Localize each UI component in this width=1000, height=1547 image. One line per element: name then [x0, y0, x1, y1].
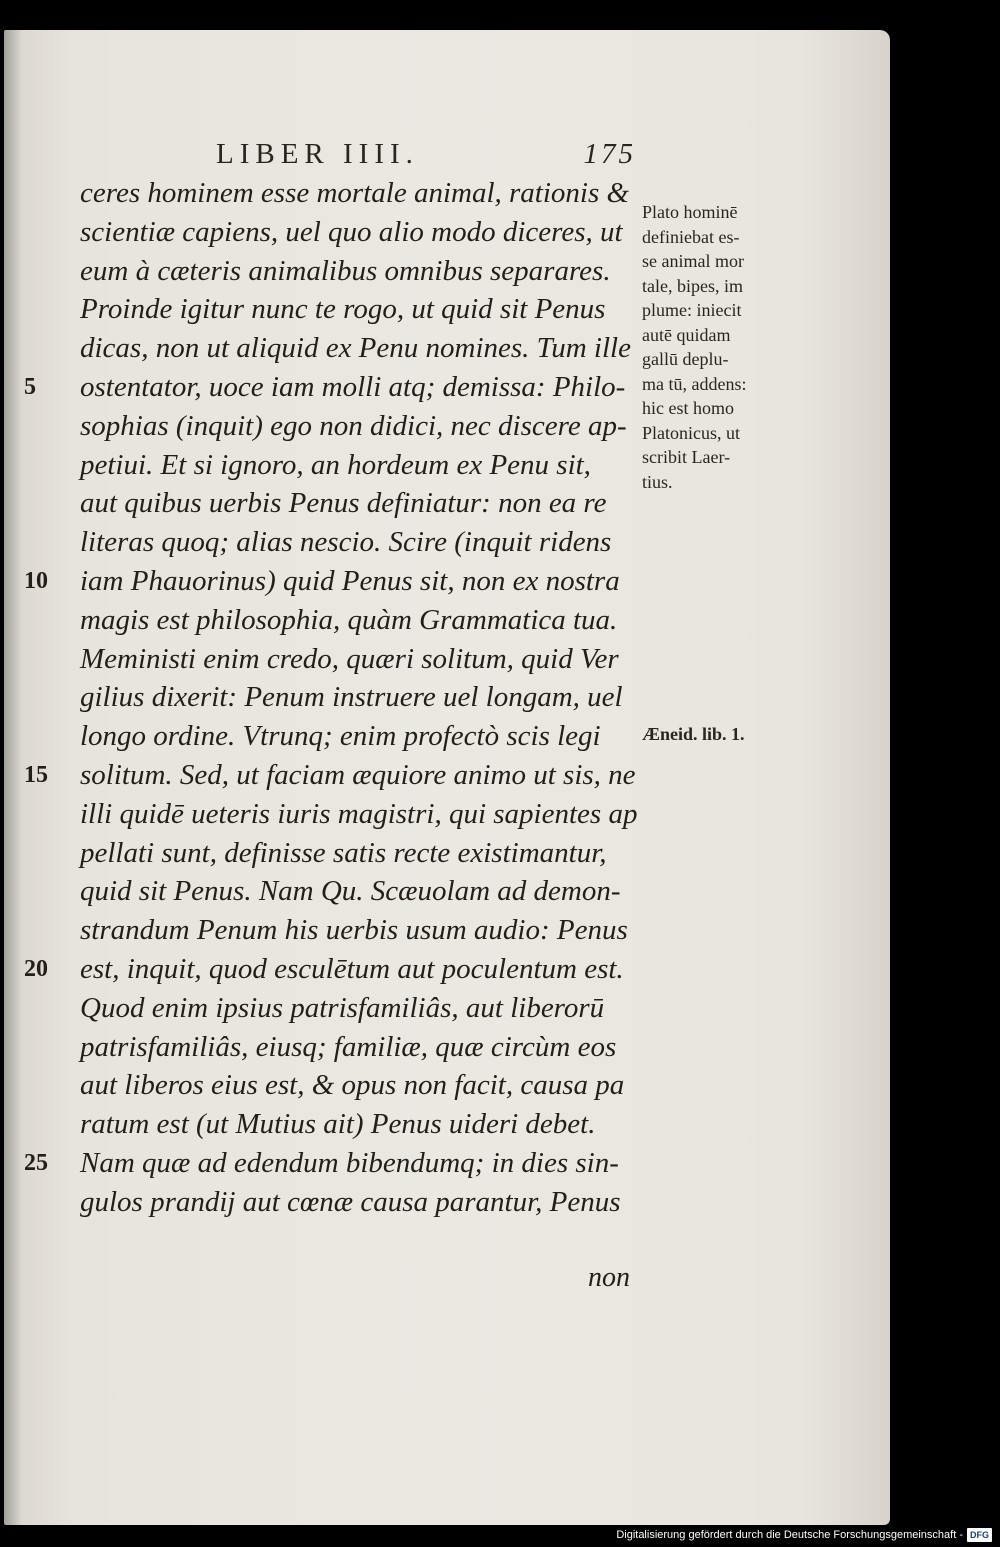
text-line: gilius dixerit: Penum instruere uel longam, uel [80, 681, 623, 714]
text-line: illi quidē ueteris iuris magistri, qui sapientes ap [80, 797, 638, 830]
line-number-10: 10 [24, 568, 48, 594]
marginal-note-line: se animal mor [642, 251, 744, 271]
line-number-5: 5 [24, 374, 36, 400]
text-line: petiui. Et si ignoro, an hordeum ex Penu sit, [80, 448, 591, 481]
text-line: Proinde igitur nunc te rogo, ut quid sit Penus [80, 293, 606, 326]
marginal-note-line: plume: iniecit [642, 300, 742, 320]
text-line: aut liberos eius est, & opus non facit, causa pa [80, 1069, 625, 1102]
page-gutter-shadow [4, 30, 22, 1525]
text-line: est, inquit, quod esculētum aut poculentum est. [80, 952, 624, 985]
marginal-note-line: ma tū, addens: [642, 373, 747, 394]
text-line: dicas, non ut aliquid ex Penu nomines. Tum ille [80, 332, 631, 365]
text-line: magis est philosophia, quàm Grammatica tua. [80, 603, 618, 636]
marginal-note-line: tale, bipes, im [642, 275, 743, 296]
text-line: solitum. Sed, ut faciam æquiore animo ut sis, ne [80, 758, 636, 791]
text-line: ostentator, uoce iam molli atq; demissa: Philo- [80, 370, 626, 403]
text-line: literas quoq; alias nescio. Scire (inquit ridens [80, 526, 612, 559]
marginal-note-line: Æneid. lib. 1. [642, 724, 745, 744]
marginal-note-line: hic est homo [642, 398, 734, 418]
text-line: sophias (inquit) ego non didici, nec discere ap- [80, 409, 627, 442]
marginal-note-aeneid [642, 722, 792, 747]
text-line: quid sit Penus. Nam Qu. Scæuolam ad demon- [80, 875, 621, 908]
marginal-note-line: gallū deplu- [642, 349, 729, 369]
marginal-note-line: autē quidam [642, 324, 731, 345]
text-line: longo ordine. Vtrunq; enim profectò scis legi [80, 720, 601, 753]
book-page [4, 30, 890, 1525]
text-line: scientiæ capiens, uel quo alio modo diceres, ut [80, 215, 623, 248]
text-line: aut quibus uerbis Penus definiatur: non ea re [80, 487, 607, 520]
text-line: pellati sunt, definisse satis recte existimantur, [80, 836, 607, 869]
text-line: Quod enim ipsius patrisfamiliâs, aut liberorū [80, 991, 605, 1024]
text-line: ratum est (ut Mutius ait) Penus uideri debet. [80, 1108, 596, 1141]
marginal-note-line: tius. [642, 471, 673, 492]
page-number: 175 [583, 138, 636, 170]
line-number-15: 15 [24, 762, 48, 788]
marginal-note-line: scribit Laer- [642, 447, 731, 467]
marginal-note-line: Platonicus, ut [642, 422, 740, 443]
digitization-credit [616, 1527, 992, 1543]
text-line: Nam quæ ad edendum bibendumq; in dies sin- [80, 1146, 619, 1179]
text-line: Meministi enim credo, quæri solitum, quid Ver [80, 642, 619, 675]
marginal-note-line: Plato hominē [642, 202, 738, 222]
catchword: non [588, 1262, 630, 1293]
marginal-note-line: definiebat es- [642, 226, 740, 247]
dfg-logo: DFG [967, 1528, 992, 1542]
text-line: patrisfamiliâs, eiusq; familiæ, quæ circùm eos [80, 1030, 617, 1063]
text-line: strandum Penum his uerbis usum audio: Penus [80, 914, 628, 947]
line-number-25: 25 [24, 1150, 48, 1176]
text-line: ceres hominem esse mortale animal, rationis & [80, 177, 630, 209]
text-line: gulos prandij aut cœnæ causa parantur, Penus [80, 1185, 621, 1218]
text-line: iam Phauorinus) quid Penus sit, non ex nostra [80, 564, 620, 597]
running-title: LIBER IIII. [216, 138, 419, 170]
credit-text: Digitalisierung gefördert durch die Deutsche Forschungsgemeinschaft - [616, 1529, 963, 1541]
marginal-note-plato [642, 200, 792, 494]
page-header [216, 138, 636, 178]
line-number-20: 20 [24, 956, 48, 982]
main-text-block [80, 174, 640, 1222]
text-line: eum à cæteris animalibus omnibus separares. [80, 254, 611, 287]
